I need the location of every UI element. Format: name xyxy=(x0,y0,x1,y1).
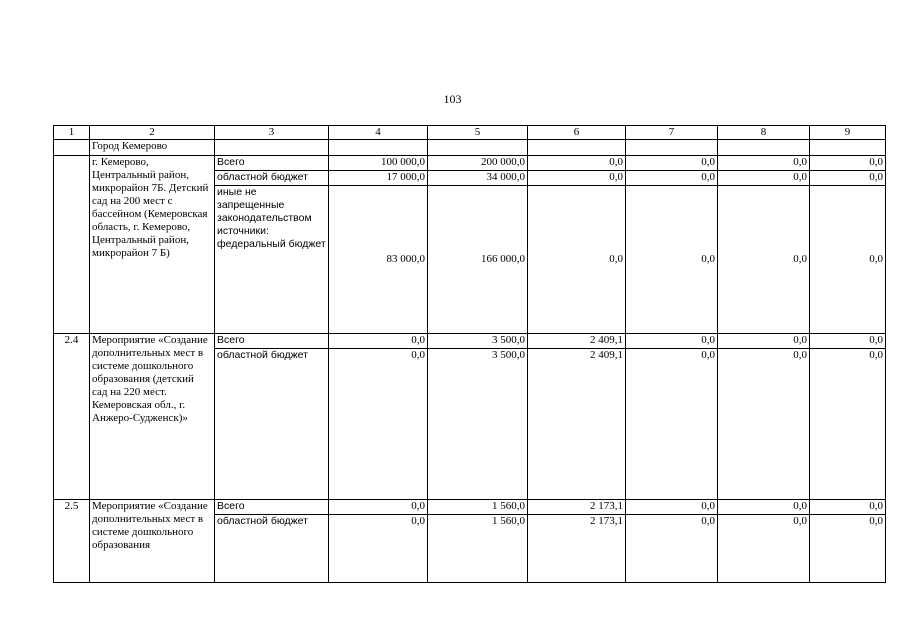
value-cell: 0,0 xyxy=(329,349,428,500)
funding-source: областной бюджет xyxy=(215,349,329,500)
col-header-6: 6 xyxy=(528,126,626,140)
city-label: Город Кемерово xyxy=(90,140,215,156)
col-header-7: 7 xyxy=(626,126,718,140)
value-cell: 0,0 xyxy=(718,500,810,515)
value-cell: 0,0 xyxy=(626,156,718,171)
col-header-8: 8 xyxy=(718,126,810,140)
value-cell: 0,0 xyxy=(810,156,886,171)
value-cell: 17 000,0 xyxy=(329,171,428,186)
funding-source: Всего xyxy=(215,334,329,349)
funding-source: иные не запрещенные законодательством источники: федеральный бюджет xyxy=(215,186,329,334)
table-row xyxy=(54,156,886,171)
item-name: г. Кемерово, Центральный район, микрорайон 7Б. Детский сад на 200 мест с бассейном (Кемеровская область, г. Кемерово, Центральный район, микрорайон 7 Б) xyxy=(90,156,215,334)
col-header-2: 2 xyxy=(90,126,215,140)
funding-source: Всего xyxy=(215,500,329,515)
value-cell: 100 000,0 xyxy=(329,156,428,171)
item-number: 2.5 xyxy=(54,500,90,583)
funding-source: областной бюджет xyxy=(215,171,329,186)
value-cell: 83 000,0 xyxy=(329,186,428,334)
value-cell: 2 409,1 xyxy=(528,349,626,500)
value-cell: 0,0 xyxy=(718,515,810,583)
value-cell: 0,0 xyxy=(626,186,718,334)
value-cell: 1 560,0 xyxy=(428,500,528,515)
value-cell: 0,0 xyxy=(528,171,626,186)
value-cell: 3 500,0 xyxy=(428,349,528,500)
table-row xyxy=(54,500,886,515)
value-cell: 2 173,1 xyxy=(528,500,626,515)
value-cell: 166 000,0 xyxy=(428,186,528,334)
column-number-row xyxy=(54,126,886,140)
value-cell: 0,0 xyxy=(810,515,886,583)
value-cell: 0,0 xyxy=(718,171,810,186)
budget-table xyxy=(53,125,886,583)
funding-source: областной бюджет xyxy=(215,515,329,583)
item-number: 2.4 xyxy=(54,334,90,500)
col-header-3: 3 xyxy=(215,126,329,140)
value-cell: 0,0 xyxy=(626,349,718,500)
col-header-1: 1 xyxy=(54,126,90,140)
value-cell: 0,0 xyxy=(528,186,626,334)
item-name: Мероприятие «Создание дополнительных мест в системе дошкольного образования (детский сад на 220 мест. Кемеровская обл., г. Анжеро-Судженск)» xyxy=(90,334,215,500)
value-cell: 0,0 xyxy=(810,500,886,515)
col-header-4: 4 xyxy=(329,126,428,140)
value-cell: 34 000,0 xyxy=(428,171,528,186)
value-cell: 0,0 xyxy=(718,156,810,171)
value-cell: 0,0 xyxy=(329,334,428,349)
value-cell: 0,0 xyxy=(626,171,718,186)
col-header-5: 5 xyxy=(428,126,528,140)
value-cell: 0,0 xyxy=(718,186,810,334)
item-name: Мероприятие «Создание дополнительных мест в системе дошкольного образования xyxy=(90,500,215,583)
page-number: 103 xyxy=(443,92,462,106)
value-cell: 0,0 xyxy=(626,500,718,515)
value-cell: 0,0 xyxy=(810,334,886,349)
value-cell: 0,0 xyxy=(329,500,428,515)
value-cell: 2 173,1 xyxy=(528,515,626,583)
col-header-9: 9 xyxy=(810,126,886,140)
funding-source: Всего xyxy=(215,156,329,171)
value-cell: 1 560,0 xyxy=(428,515,528,583)
value-cell: 0,0 xyxy=(718,334,810,349)
value-cell: 2 409,1 xyxy=(528,334,626,349)
item-number xyxy=(54,156,90,334)
city-row xyxy=(54,140,886,156)
value-cell: 0,0 xyxy=(810,186,886,334)
value-cell: 0,0 xyxy=(626,515,718,583)
value-cell: 0,0 xyxy=(626,334,718,349)
value-cell: 0,0 xyxy=(718,349,810,500)
table-row xyxy=(54,334,886,349)
value-cell: 200 000,0 xyxy=(428,156,528,171)
value-cell: 0,0 xyxy=(810,349,886,500)
value-cell: 0,0 xyxy=(528,156,626,171)
value-cell: 3 500,0 xyxy=(428,334,528,349)
value-cell: 0,0 xyxy=(810,171,886,186)
value-cell: 0,0 xyxy=(329,515,428,583)
